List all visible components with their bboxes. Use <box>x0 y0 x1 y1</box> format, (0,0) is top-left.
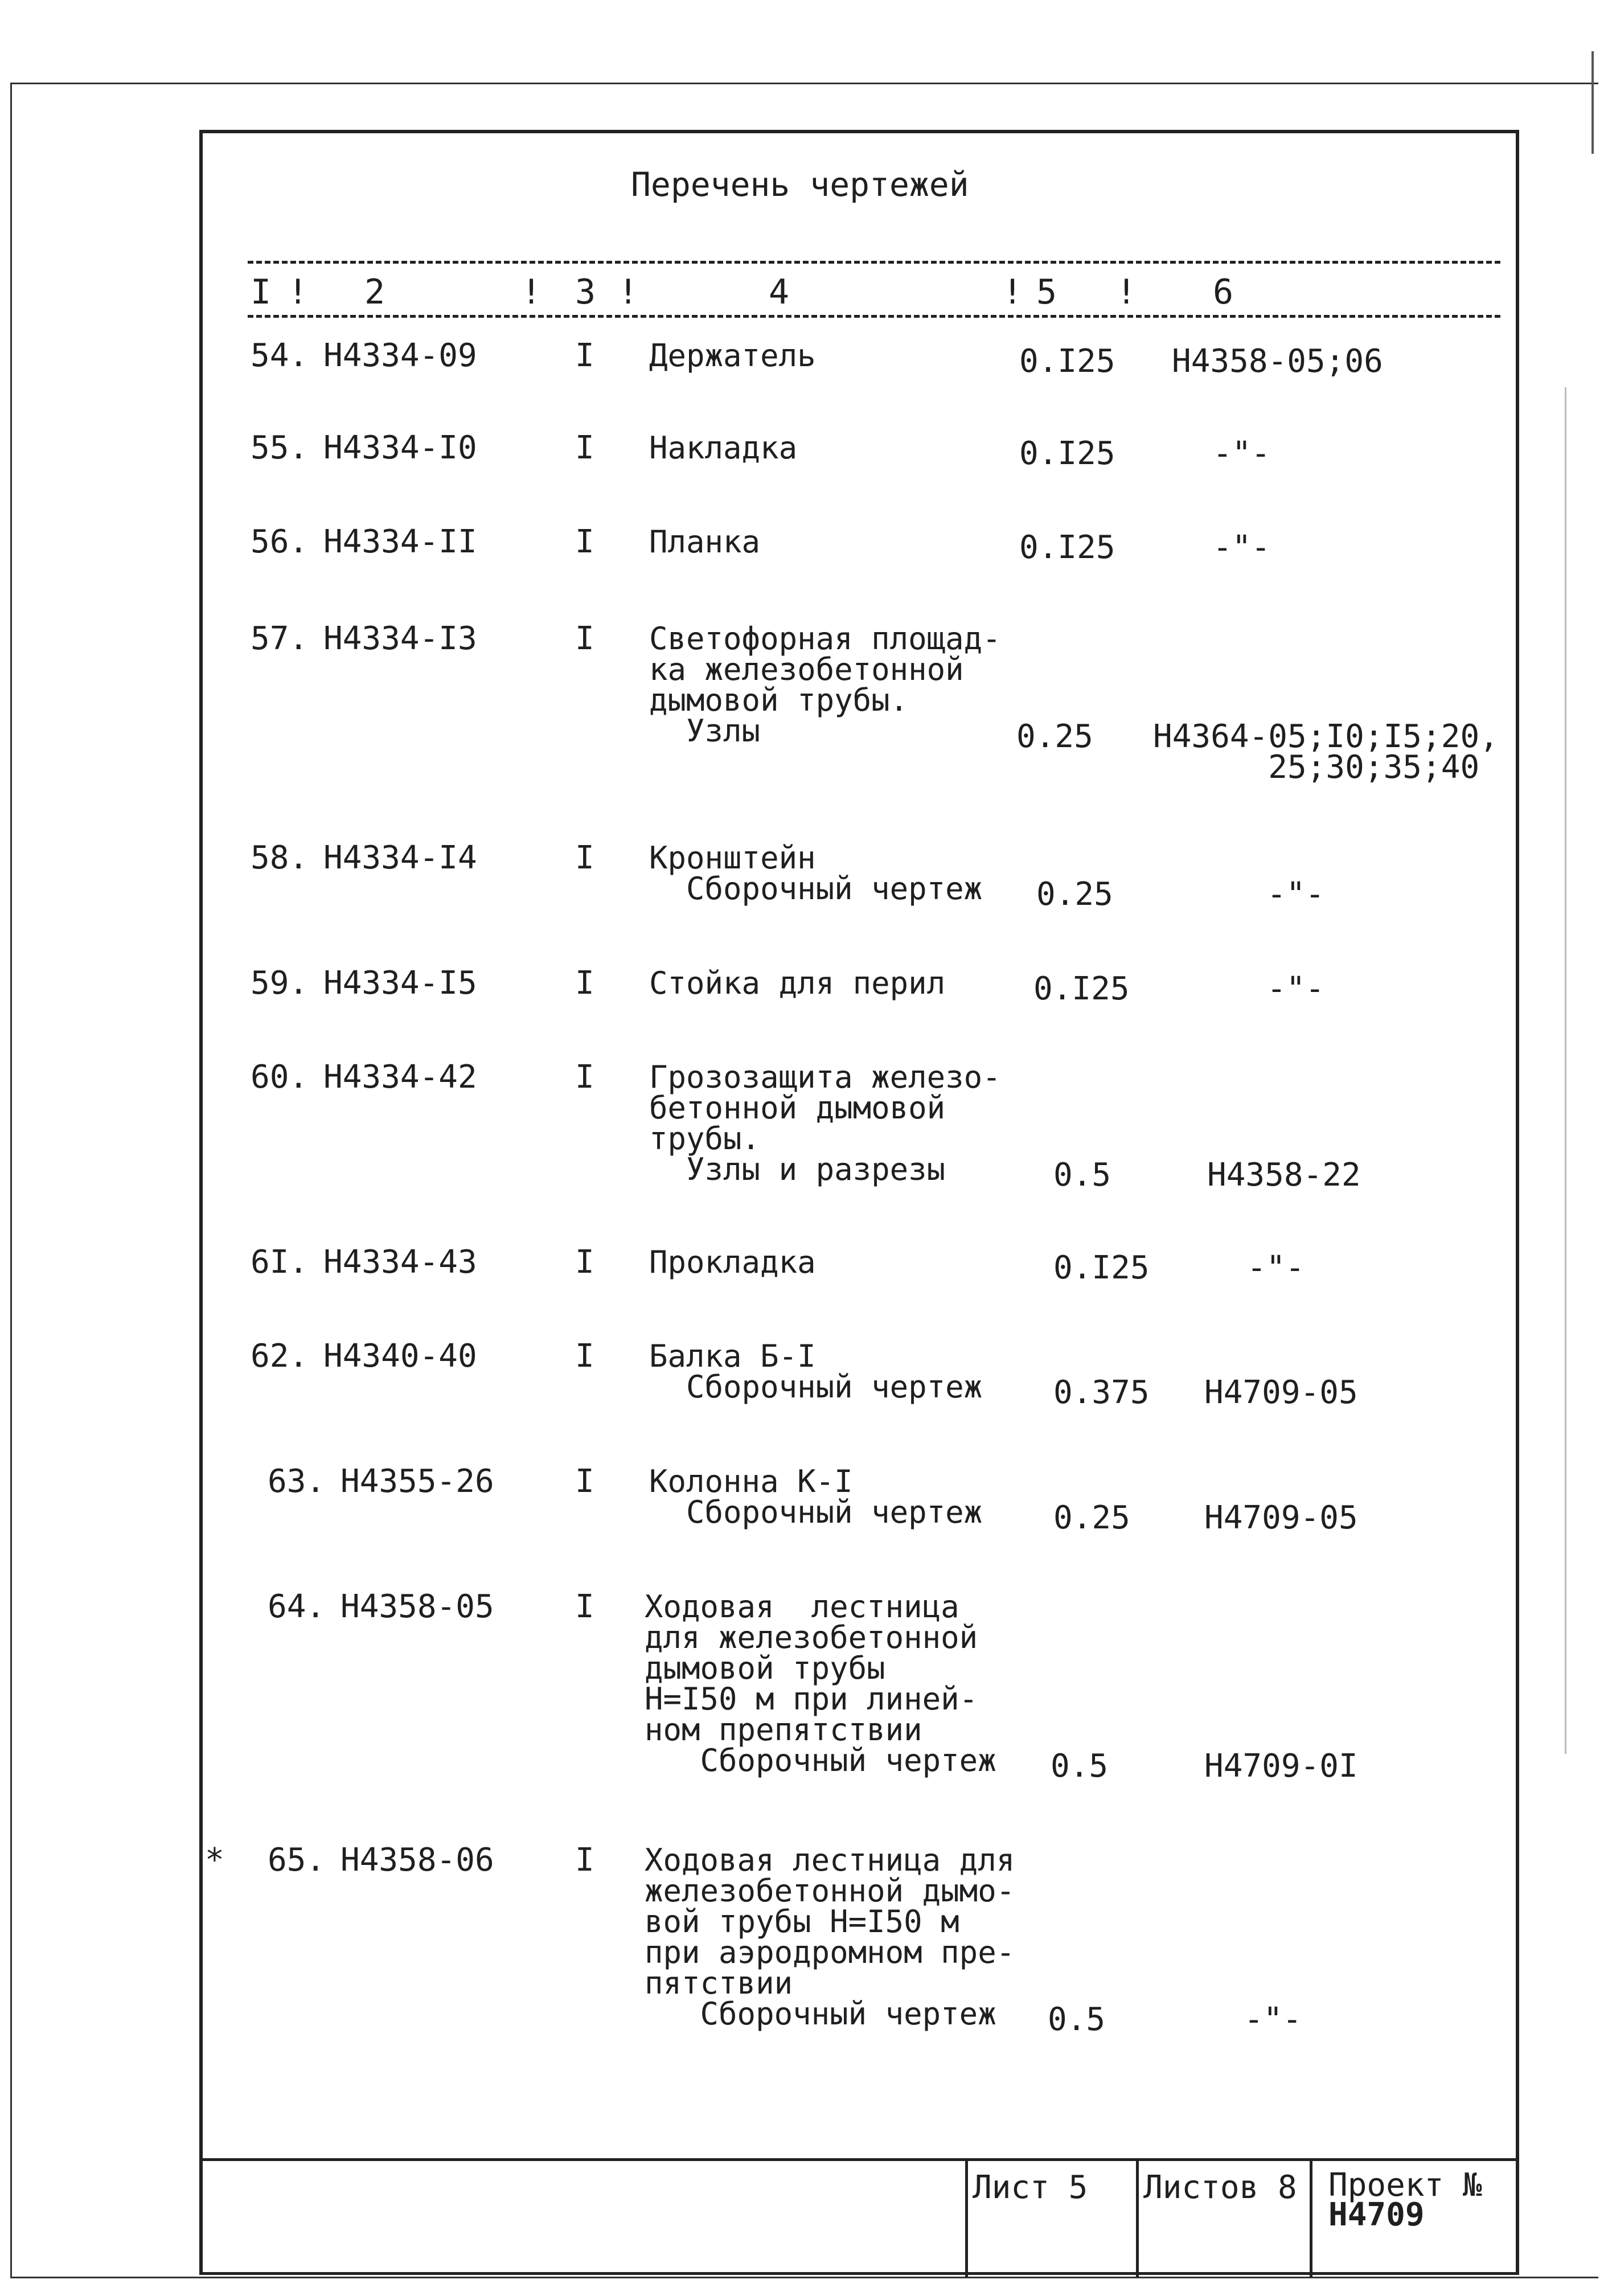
drawing-code: H4334-09 <box>323 337 477 374</box>
sheet-count: I <box>575 1244 594 1281</box>
reference-drawing: -"- <box>1267 876 1325 913</box>
drawing-name-line: дымовой трубы. <box>649 682 909 718</box>
title-block-bottom-line <box>199 2272 1519 2275</box>
project-cell <box>1310 2161 1519 2277</box>
revision-mark: * <box>205 1842 224 1879</box>
row-number: 55. <box>251 429 309 466</box>
col-separator: ! <box>1116 272 1137 312</box>
reference-drawing: -"- <box>1213 529 1271 566</box>
drawing-name-line: Сборочный чертеж <box>649 871 983 907</box>
col-header-4: 4 <box>769 272 790 312</box>
row-number: 63. <box>268 1463 326 1500</box>
mass-value: 0.I25 <box>1019 343 1115 380</box>
drawing-name-line: Планка <box>649 524 761 560</box>
drawing-name-line: ном препятствии <box>645 1712 922 1748</box>
drawing-name-line: Сборочный чертеж <box>645 1742 996 1778</box>
row-number: 54. <box>251 337 309 374</box>
mass-value: 0.375 <box>1053 1374 1150 1411</box>
mass-value: 0.I25 <box>1019 435 1115 472</box>
drawing-code: H4334-II <box>323 523 477 560</box>
drawing-name-line: при аэродромном пре- <box>645 1934 1015 1970</box>
drawing-name-line: Прокладка <box>649 1244 816 1280</box>
mass-value: 0.I25 <box>1019 529 1115 566</box>
mass-value: 0.I25 <box>1033 970 1130 1007</box>
header-dash-line-bottom <box>248 315 1500 318</box>
sheet-count: I <box>575 1059 594 1096</box>
drawing-code: H4355-26 <box>341 1463 494 1500</box>
row-number: 62. <box>251 1338 309 1375</box>
sheet-cell <box>965 2161 1136 2277</box>
mass-value: 0.5 <box>1051 1748 1109 1785</box>
drawing-code: H4334-I3 <box>323 620 477 657</box>
row-number: 58. <box>251 839 309 876</box>
scan-edge-mark <box>1565 387 1566 1754</box>
sheets-cell <box>1136 2161 1310 2277</box>
drawing-name-line: Грозозащита железо- <box>649 1059 1001 1095</box>
reference-drawing: -"- <box>1244 2001 1302 2038</box>
sheet-count: I <box>575 1588 594 1625</box>
sheet-count: I <box>575 429 594 466</box>
reference-drawing: H4709-0I <box>1204 1748 1358 1785</box>
drawing-name-line: Накладка <box>649 430 798 466</box>
project-number: H4709 <box>1328 2196 1425 2233</box>
reference-drawing: -"- <box>1247 1249 1305 1286</box>
drawing-name-line: Сборочный чертеж <box>645 1996 996 2032</box>
header-dash-line-top <box>248 261 1500 264</box>
col-header-2: 2 <box>364 272 385 312</box>
drawing-name-line: бетонной дымовой <box>649 1090 946 1126</box>
drawing-code: H4334-I0 <box>323 429 477 466</box>
sheet-count: I <box>575 965 594 1002</box>
drawing-name-line: Узлы <box>649 713 761 749</box>
col-header-5: 5 <box>1036 272 1057 312</box>
drawing-name-line: Кронштейн <box>649 840 816 876</box>
drawing-name-line: пятствии <box>645 1965 793 2001</box>
reference-drawing: H4709-05 <box>1204 1499 1358 1536</box>
drawing-code: H4358-06 <box>341 1842 494 1879</box>
sheet-count: I <box>575 620 594 657</box>
reference-drawing: H4709-05 <box>1204 1374 1358 1411</box>
row-number: 6I. <box>251 1244 309 1281</box>
drawing-name-line: Колонна К-I <box>649 1463 853 1499</box>
drawing-name-line: Светофорная площад- <box>649 621 1001 657</box>
row-number: 56. <box>251 523 309 560</box>
drawing-name-line: железобетонной дымо- <box>645 1873 1015 1909</box>
row-number: 65. <box>268 1842 326 1879</box>
drawing-name-line: трубы. <box>649 1121 761 1157</box>
col-header-1: I <box>251 272 272 312</box>
drawing-name-line: Узлы и разрезы <box>649 1151 946 1187</box>
document-title: Перечень чертежей <box>631 165 969 204</box>
reference-drawing: 25;30;35;40 <box>1153 749 1480 786</box>
drawing-name-line: Держатель <box>649 338 816 374</box>
col-separator: ! <box>521 272 542 312</box>
drawing-name-line: вой трубы H=I50 м <box>645 1904 959 1940</box>
drawing-name-line: для железобетонной <box>645 1620 978 1655</box>
mass-value: 0.I25 <box>1053 1249 1150 1286</box>
col-header-6: 6 <box>1213 272 1234 312</box>
sheet-count: I <box>575 523 594 560</box>
row-number: 60. <box>251 1059 309 1096</box>
drawing-code: H4334-43 <box>323 1244 477 1281</box>
drawing-name-line: Сборочный чертеж <box>649 1494 983 1530</box>
col-header-3: 3 <box>575 272 596 312</box>
drawing-code: H4334-42 <box>323 1059 477 1096</box>
sheet-count: I <box>575 337 594 374</box>
reference-drawing: H4358-22 <box>1207 1157 1361 1194</box>
col-separator: ! <box>288 272 309 312</box>
drawing-name-line: Стойка для перил <box>649 965 946 1001</box>
col-separator: ! <box>618 272 639 312</box>
drawing-name-line: дымовой трубы <box>645 1650 885 1686</box>
col-separator: ! <box>1002 272 1023 312</box>
mass-value: 0.5 <box>1053 1157 1111 1194</box>
drawing-name-line: ка железобетонной <box>649 651 964 687</box>
reference-drawing: -"- <box>1267 970 1325 1007</box>
sheet-count: I <box>575 839 594 876</box>
drawing-code: H4334-I5 <box>323 965 477 1002</box>
sheet-count: I <box>575 1842 594 1879</box>
drawing-name-line: Балка Б-I <box>649 1338 816 1374</box>
scan-edge-mark <box>1591 51 1594 154</box>
row-number: 57. <box>251 620 309 657</box>
sheet-count: I <box>575 1463 594 1500</box>
drawing-name-line: H=I50 м при линей- <box>645 1681 978 1717</box>
sheet-count: I <box>575 1338 594 1375</box>
mass-value: 0.25 <box>1053 1499 1130 1536</box>
reference-drawing: -"- <box>1213 435 1271 472</box>
drawing-code: H4340-40 <box>323 1338 477 1375</box>
drawing-code: H4334-I4 <box>323 839 477 876</box>
drawing-code: H4358-05 <box>341 1588 494 1625</box>
sheet-label: Лист 5 <box>973 2169 1088 2206</box>
reference-drawing: H4364-05;I0;I5;20, <box>1153 718 1499 755</box>
reference-drawing: H4358-05;06 <box>1172 343 1383 380</box>
drawing-name-line: Сборочный чертеж <box>649 1369 983 1405</box>
row-number: 59. <box>251 965 309 1002</box>
drawing-name-line: Ходовая лестница для <box>645 1842 1015 1878</box>
mass-value: 0.25 <box>1036 876 1113 913</box>
mass-value: 0.25 <box>1016 718 1093 755</box>
drawing-name-line: Ходовая лестница <box>645 1589 959 1625</box>
sheets-label: Листов 8 <box>1143 2169 1297 2206</box>
title-block <box>199 2158 1519 2274</box>
project-label: Проект № <box>1328 2167 1482 2204</box>
row-number: 64. <box>268 1588 326 1625</box>
mass-value: 0.5 <box>1048 2001 1106 2038</box>
